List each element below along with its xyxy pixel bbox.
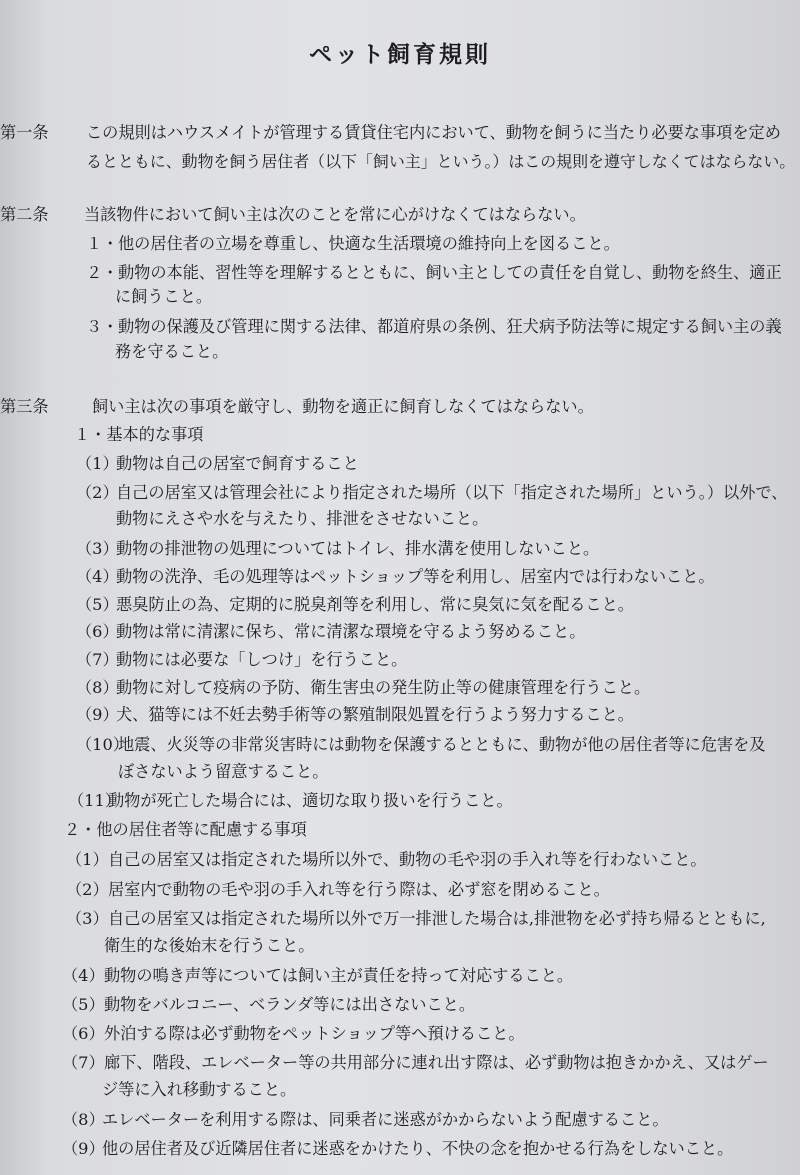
s2-item-3-cont: 衛生的な後始末を行うこと。 [104, 936, 315, 955]
s1-item-2-num: （2） [76, 483, 119, 502]
s2-item-1-text: 自己の居室又は指定された場所以外で、動物の毛や羽の手入れ等を行わないこと。 [108, 850, 707, 869]
s1-item-2-text: 自己の居室又は管理会社により指定された場所（以下「指定された場所」という。）以外で、 [116, 483, 788, 502]
s1-item-7-text: 動物には必要な「しつけ」を行うこと。 [116, 650, 408, 669]
article-2-item-2-num: ２・ [86, 263, 119, 282]
s1-item-4-text: 動物の洗浄、毛の処理等はペットショップ等を利用し、居室内では行わないこと。 [116, 567, 715, 586]
s2-item-1-num: （1） [66, 850, 109, 869]
s1-item-7-num: （7） [76, 650, 119, 669]
article-1-text-cont: るとともに、動物を飼う居住者（以下「飼い主」という。）はこの規則を遵守しなくてはならない。 [86, 152, 796, 171]
s1-item-2-cont: 動物にえさや水を与えたり、排泄をさせないこと。 [116, 509, 489, 528]
s2-item-4-text: 動物の鳴き声等については飼い主が責任を持って対応すること。 [104, 966, 574, 985]
article-1-text: この規則はハウスメイトが管理する賃貸住宅内において、動物を飼うに当たり必要な事項を定め [86, 123, 781, 142]
s2-item-2-text: 居室内で動物の毛や羽の手入れ等を行う際は、必ず窓を閉めること。 [108, 880, 610, 899]
s1-item-9-num: （9） [76, 705, 119, 724]
article-2-item-3-text: 動物の保護及び管理に関する法律、都道府県の条例、狂犬病予防法等に規定する飼い主の義 [118, 317, 782, 336]
s2-item-9-text: 他の居住者及び近隣居住者に迷惑をかけたり、不快の念を抱かせる行為をしないこと。 [102, 1139, 734, 1158]
s2-item-9-num: （9） [62, 1139, 105, 1158]
article-2-item-1-text: 他の居住者の立場を尊重し、快適な生活環境の維持向上を図ること。 [118, 234, 620, 253]
s1-item-3-num: （3） [76, 539, 119, 558]
article-2-item-3-cont: 務を守ること。 [115, 342, 229, 361]
article-1-label: 第一条 [0, 123, 49, 142]
s2-item-4-num: （4） [62, 966, 105, 985]
s1-item-1-num: （1） [76, 454, 119, 473]
s1-item-11-text: 動物が死亡した場合には、適切な取り扱いを行うこと。 [108, 791, 513, 810]
s1-item-8-num: （8） [76, 678, 119, 697]
s1-item-5-text: 悪臭防止の為、定期的に脱臭剤等を利用し、常に臭気に気を配ること。 [116, 595, 634, 614]
s1-item-6-text: 動物は常に清潔に保ち、常に清潔な環境を守るよう努めること。 [116, 622, 586, 641]
article-3-text: 飼い主は次の事項を厳守し、動物を適正に飼育しなくてはならない。 [92, 397, 594, 416]
s1-item-10-text: 地震、火災等の非常災害時には動物を保護するとともに、動物が他の居住者等に危害を及 [118, 735, 766, 754]
s2-item-7-cont: ジ等に入れ移動すること。 [102, 1080, 297, 1099]
s1-item-10-cont: ぼさないよう留意すること。 [118, 762, 329, 781]
s2-item-6-text: 外泊する際は必ず動物をペットショップ等へ預けること。 [104, 1024, 525, 1043]
s2-item-8-num: （8） [62, 1110, 105, 1129]
s1-item-10-num: （10） [76, 735, 129, 754]
article-2-item-1-num: １・ [86, 234, 119, 253]
s1-item-6-num: （6） [76, 622, 119, 641]
s1-item-8-text: 動物に対して疫病の予防、衛生害虫の発生防止等の健康管理を行うこと。 [116, 678, 651, 697]
section-2-heading: ２・他の居住者等に配慮する事項 [64, 820, 307, 839]
document-title: ペット飼育規則 [309, 41, 491, 68]
s2-item-8-text: エレベーターを利用する際は、同乗者に迷惑がかからないよう配慮すること。 [102, 1110, 669, 1129]
s2-item-5-text: 動物をバルコニー、ベランダ等には出さないこと。 [104, 995, 476, 1014]
s1-item-9-text: 犬、猫等には不妊去勢手術等の繁殖制限処置を行うよう努力すること。 [116, 705, 634, 724]
article-2-text: 当該物件において飼い主は次のことを常に心がけなくてはならない。 [84, 205, 586, 224]
article-2-item-3-num: ３・ [86, 317, 119, 336]
s1-item-1-text: 動物は自己の居室で飼育すること [116, 454, 359, 473]
s1-item-3-text: 動物の排泄物の処理についてはトイレ、排水溝を使用しないこと。 [116, 539, 600, 558]
s2-item-2-num: （2） [66, 880, 109, 899]
s2-item-5-num: （5） [62, 995, 105, 1014]
s2-item-3-num: （3） [66, 909, 109, 928]
s1-item-5-num: （5） [76, 595, 119, 614]
s1-item-4-num: （4） [76, 567, 119, 586]
article-2-label: 第二条 [0, 205, 49, 224]
s2-item-3-text: 自己の居室又は指定された場所以外で万一排泄した場合は,排泄物を必ず持ち帰るとともに, [108, 909, 766, 928]
s2-item-7-text: 廊下、階段、エレベーター等の共用部分に連れ出す際は、必ず動物は抱きかかえ、又はゲー [104, 1053, 769, 1072]
article-3-label: 第三条 [0, 397, 49, 416]
s1-item-11-num: （11） [68, 791, 121, 810]
s2-item-7-num: （7） [62, 1053, 105, 1072]
section-1-heading: １・基本的な事項 [74, 425, 204, 444]
article-2-item-2-text: 動物の本能、習性等を理解するとともに、飼い主としての責任を自覚し、動物を終生、適正 [118, 263, 782, 282]
article-2-item-2-cont: に飼うこと。 [115, 287, 213, 306]
s2-item-6-num: （6） [62, 1024, 105, 1043]
